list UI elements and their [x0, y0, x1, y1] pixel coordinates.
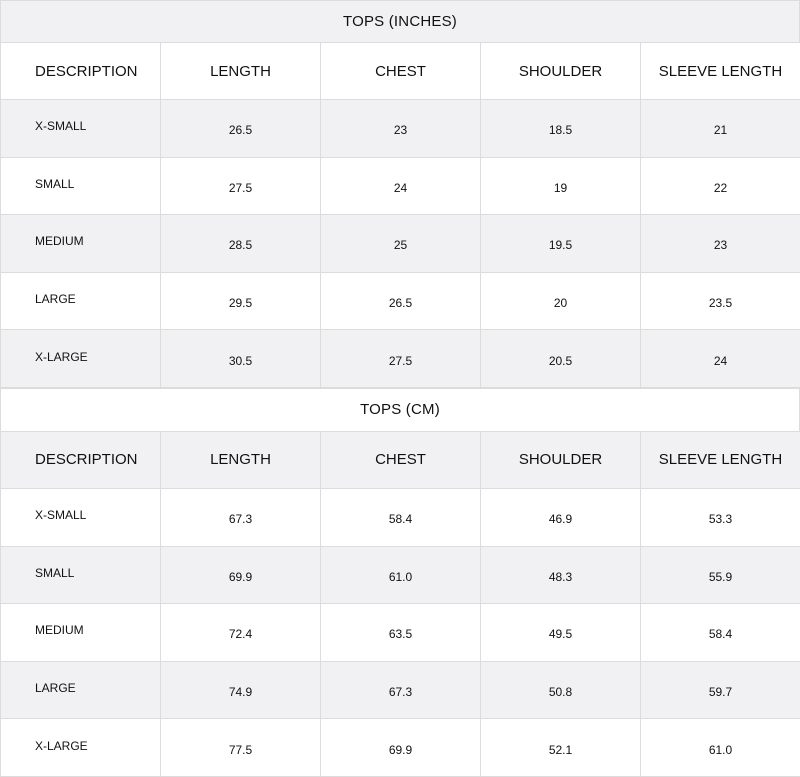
table-row	[1, 330, 800, 388]
column-header-shoulder: SHOULDER	[481, 431, 641, 488]
sleeve-length-value: 55.9	[641, 546, 800, 604]
chest-value: 61.0	[321, 546, 481, 604]
chest-value: 67.3	[321, 661, 481, 719]
size-label: X-LARGE	[1, 330, 161, 388]
sleeve-length-value: 23.5	[641, 272, 800, 330]
chest-value: 25	[321, 215, 481, 273]
table-title-inches: TOPS (INCHES)	[0, 0, 800, 42]
length-value: 30.5	[161, 330, 321, 388]
chest-value: 26.5	[321, 272, 481, 330]
sleeve-length-value: 21	[641, 100, 800, 158]
sleeve-length-value: 24	[641, 330, 800, 388]
shoulder-value: 19.5	[481, 215, 641, 273]
shoulder-value: 46.9	[481, 488, 641, 546]
shoulder-value: 48.3	[481, 546, 641, 604]
length-value: 69.9	[161, 546, 321, 604]
table-row	[1, 604, 800, 662]
size-label: MEDIUM	[1, 215, 161, 273]
shoulder-value: 50.8	[481, 661, 641, 719]
size-label: X-SMALL	[1, 488, 161, 546]
sleeve-length-value: 53.3	[641, 488, 800, 546]
column-header-chest: CHEST	[321, 43, 481, 100]
length-value: 77.5	[161, 719, 321, 777]
table-row	[1, 272, 800, 330]
column-header-description: DESCRIPTION	[1, 431, 161, 488]
column-header-chest: CHEST	[321, 431, 481, 488]
chest-value: 24	[321, 157, 481, 215]
chest-value: 69.9	[321, 719, 481, 777]
size-label: SMALL	[1, 157, 161, 215]
length-value: 26.5	[161, 100, 321, 158]
size-label: X-SMALL	[1, 100, 161, 158]
header-row	[1, 431, 800, 488]
size-label: MEDIUM	[1, 604, 161, 662]
column-header-shoulder: SHOULDER	[481, 43, 641, 100]
shoulder-value: 18.5	[481, 100, 641, 158]
length-value: 74.9	[161, 661, 321, 719]
sleeve-length-value: 59.7	[641, 661, 800, 719]
column-header-length: LENGTH	[161, 431, 321, 488]
length-value: 27.5	[161, 157, 321, 215]
table-row	[1, 157, 800, 215]
chest-value: 27.5	[321, 330, 481, 388]
size-label: LARGE	[1, 272, 161, 330]
shoulder-value: 19	[481, 157, 641, 215]
length-value: 67.3	[161, 488, 321, 546]
column-header-sleeve-length: SLEEVE LENGTH	[641, 43, 800, 100]
column-header-sleeve-length: SLEEVE LENGTH	[641, 431, 800, 488]
table-row	[1, 661, 800, 719]
table-row	[1, 488, 800, 546]
size-label: SMALL	[1, 546, 161, 604]
size-table-cm	[0, 431, 800, 777]
size-table-inches	[0, 42, 800, 388]
table-title-cm: TOPS (CM)	[0, 388, 800, 431]
column-header-length: LENGTH	[161, 43, 321, 100]
sleeve-length-value: 22	[641, 157, 800, 215]
shoulder-value: 20.5	[481, 330, 641, 388]
table-row	[1, 719, 800, 777]
sleeve-length-value: 58.4	[641, 604, 800, 662]
shoulder-value: 49.5	[481, 604, 641, 662]
chest-value: 58.4	[321, 488, 481, 546]
size-label: LARGE	[1, 661, 161, 719]
table-row	[1, 546, 800, 604]
length-value: 28.5	[161, 215, 321, 273]
sleeve-length-value: 23	[641, 215, 800, 273]
table-row	[1, 100, 800, 158]
header-row	[1, 43, 800, 100]
table-row	[1, 215, 800, 273]
length-value: 29.5	[161, 272, 321, 330]
chest-value: 63.5	[321, 604, 481, 662]
shoulder-value: 20	[481, 272, 641, 330]
column-header-description: DESCRIPTION	[1, 43, 161, 100]
shoulder-value: 52.1	[481, 719, 641, 777]
length-value: 72.4	[161, 604, 321, 662]
chest-value: 23	[321, 100, 481, 158]
size-label: X-LARGE	[1, 719, 161, 777]
sleeve-length-value: 61.0	[641, 719, 800, 777]
